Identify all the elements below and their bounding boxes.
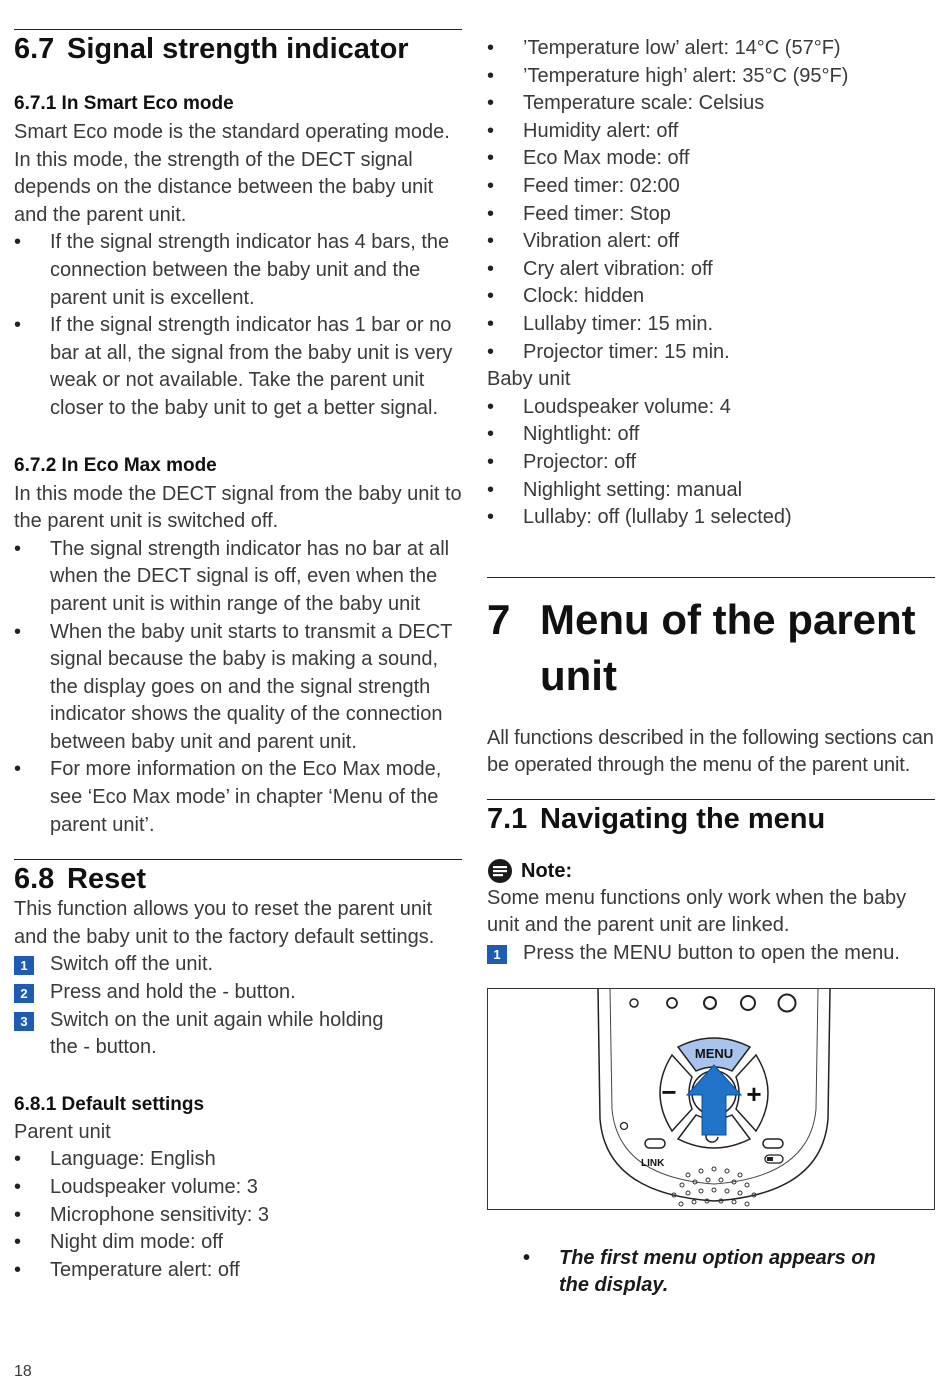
result-item: • The first menu option appears on the display. xyxy=(487,1245,935,1300)
note-heading xyxy=(487,858,935,885)
list-item: • Lullaby timer: 15 min. xyxy=(487,311,935,339)
paragraph: This function allows you to reset the parent unit and the baby unit to the factory default settings. xyxy=(14,898,435,948)
list-item: • Temperature alert: off xyxy=(14,1257,462,1285)
step-badge: 3 xyxy=(14,1012,34,1031)
section-title: Reset xyxy=(67,863,146,896)
note-label: Note: xyxy=(521,859,573,882)
step-badge: 1 xyxy=(14,956,34,975)
section-number: 6.8 xyxy=(14,863,55,896)
list-item: • For more information on the Eco Max mode, see ‘Eco Max mode’ in chapter ‘Menu of the parent unit’. xyxy=(14,756,462,839)
list-item: • Nightlight: off xyxy=(487,421,935,449)
list-item: • Feed timer: Stop xyxy=(487,201,935,229)
section-heading-6-7 xyxy=(14,32,462,66)
list-item: • Language: English xyxy=(14,1146,462,1174)
list-item: • Lullaby: off (lullaby 1 selected) xyxy=(487,504,935,532)
step-item xyxy=(14,951,462,979)
minus-label: − xyxy=(661,1076,677,1107)
step-text: Press the MENU button to open the menu. xyxy=(523,942,900,965)
chapter-heading-7 xyxy=(487,592,935,704)
step-text: Switch on the unit again while holding the - button. xyxy=(50,1008,384,1059)
subsection-heading-6-7-2: 6.7.2 In Eco Max mode xyxy=(14,454,217,476)
section-rule xyxy=(14,29,462,66)
plus-label: + xyxy=(746,1078,762,1109)
list-item: • Vibration alert: off xyxy=(487,228,935,256)
note-text: Some menu functions only work when the baby unit and the parent unit are linked. xyxy=(487,886,907,937)
list-item: • ’Temperature high’ alert: 35°C (95°F) xyxy=(487,63,935,91)
paragraph: All functions described in the following sections can be operated through the menu of the parent unit. xyxy=(487,726,934,777)
section-rule xyxy=(14,859,462,896)
list-item: • Temperature scale: Celsius xyxy=(487,90,935,118)
subsection-heading-6-8-1: 6.8.1 Default settings xyxy=(14,1093,205,1115)
section-title: Navigating the menu xyxy=(540,802,826,835)
list-item: • Loudspeaker volume: 3 xyxy=(14,1174,462,1202)
step-badge: 2 xyxy=(14,984,34,1003)
subsection-heading-6-7-1: 6.7.1 In Smart Eco mode xyxy=(14,93,234,114)
note-icon xyxy=(487,858,513,884)
step-badge: 1 xyxy=(487,945,507,964)
list-item: • Cry alert vibration: off xyxy=(487,256,935,284)
left-column xyxy=(14,0,462,1284)
chapter-title-line-1: Menu of the parent xyxy=(540,595,916,643)
chapter-rule xyxy=(487,577,935,704)
list-item: • Projector timer: 15 min. xyxy=(487,339,935,367)
section-number: 6.7 xyxy=(14,33,55,65)
list-item: • Clock: hidden xyxy=(487,283,935,311)
list-item: • Nighlight setting: manual xyxy=(487,477,935,505)
parent-unit-illustration xyxy=(487,988,935,1210)
section-number: 7.1 xyxy=(487,802,528,835)
chapter-title-line-2: unit xyxy=(540,651,617,699)
paragraph: Smart Eco mode is the standard operating mode. In this mode, the strength of the DECT signal depends on the distance between the baby unit and the parent unit. xyxy=(14,121,450,226)
list-item: • Eco Max mode: off xyxy=(487,145,935,173)
paragraph: In this mode the DECT signal from the baby unit to the parent unit is switched off. xyxy=(14,482,462,533)
list-item: • If the signal strength indicator has 1 bar or no bar at all, the signal from the baby unit is very weak or not available. Take the parent unit closer to the baby unit to get a better signal. xyxy=(14,312,462,422)
step-text: Switch off the unit. xyxy=(50,953,214,976)
list-item: • The signal strength indicator has no bar at all when the DECT signal is off, even when the parent unit is within range of the baby unit xyxy=(14,536,462,619)
step-item xyxy=(487,940,935,968)
list-label-baby-unit: Baby unit xyxy=(487,368,571,391)
list-item: • Humidity alert: off xyxy=(487,118,935,146)
chapter-number: 7 xyxy=(487,595,511,643)
page-number: 18 xyxy=(14,1363,32,1380)
link-label: LINK xyxy=(641,1157,665,1169)
list-item: • Projector: off xyxy=(487,449,935,477)
section-title: Signal strength indicator xyxy=(67,33,409,65)
step-text: Press and hold the - button. xyxy=(50,981,296,1004)
list-label-parent-unit: Parent unit xyxy=(14,1120,111,1143)
step-item xyxy=(14,979,462,1007)
step-item xyxy=(14,1007,462,1062)
list-item: • If the signal strength indicator has 4 bars, the connection between the baby unit and the parent unit is excellent. xyxy=(14,229,462,312)
list-item: • Microphone sensitivity: 3 xyxy=(14,1202,462,1230)
menu-label: MENU xyxy=(694,1045,734,1061)
section-rule xyxy=(487,799,935,836)
list-item: • ’Temperature low’ alert: 14°C (57°F) xyxy=(487,35,935,63)
list-item: • Feed timer: 02:00 xyxy=(487,173,935,201)
list-item: • Loudspeaker volume: 4 xyxy=(487,394,935,422)
list-item: • Night dim mode: off xyxy=(14,1229,462,1257)
right-column xyxy=(487,35,935,1300)
parent-unit-drawing xyxy=(488,989,935,1210)
section-heading-7-1 xyxy=(487,802,935,836)
section-heading-6-8 xyxy=(14,862,462,896)
list-item: • When the baby unit starts to transmit a DECT signal because the baby is making a sound, the display goes on and the signal strength indicator shows the quality of the connection between baby unit and parent unit. xyxy=(14,619,462,757)
